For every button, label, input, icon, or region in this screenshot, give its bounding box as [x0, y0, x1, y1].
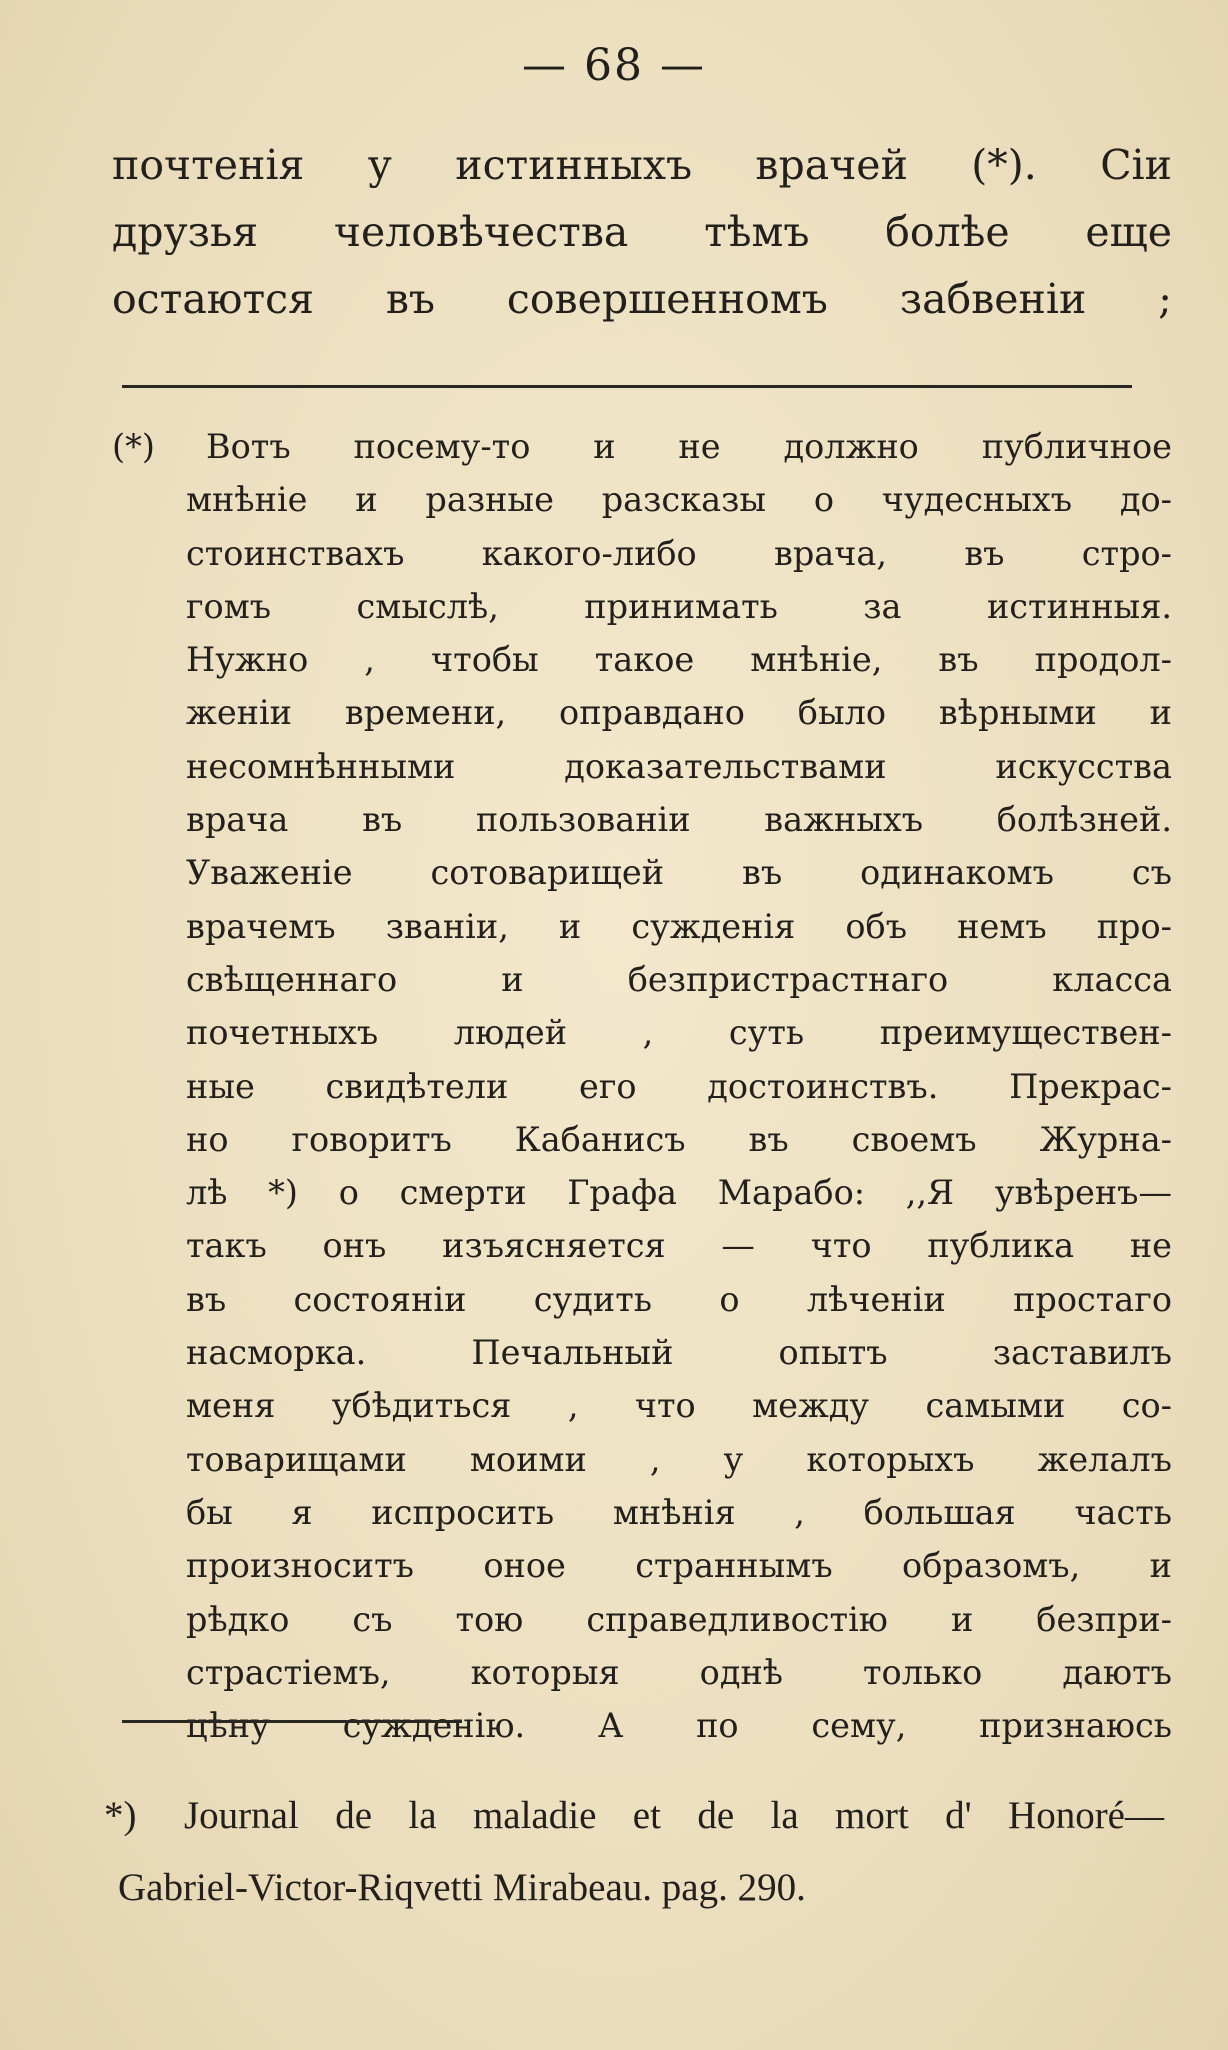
main-text-line: почтенія у истинныхъ врачей (*). Сіи — [112, 141, 1172, 189]
footnote — [112, 420, 1172, 1752]
footnote-marker: (*) — [112, 427, 155, 466]
main-text-line: друзья человѣчества тѣмъ болѣе еще — [112, 208, 1172, 256]
footnote-line: свѣщеннаго и безпристрастнаго класса — [186, 959, 1172, 999]
footnote-line: почетныхъ людей , суть преимуществен- — [186, 1013, 1172, 1053]
footnote-line: Вотъ посему-то и не должно публичное — [206, 427, 1172, 466]
footnote-line: цѣну сужденію. А по сему, признаюсь — [186, 1706, 1172, 1746]
footnote-line: мнѣніе и разные разсказы о чудесныхъ до- — [186, 480, 1172, 520]
footnote-line: бы я испросить мнѣнія , большая часть — [186, 1492, 1172, 1532]
footnote-line: насморка. Печальный опытъ заставилъ — [186, 1333, 1172, 1373]
footnote-line: товарищами моими , у которыхъ желалъ — [186, 1439, 1172, 1479]
footnote-line: страстіемъ, которыя однѣ только даютъ — [186, 1652, 1172, 1692]
footnote-line: рѣдко съ тою справедливостію и безпри- — [186, 1599, 1172, 1639]
footnote-line: произноситъ оное страннымъ образомъ, и — [186, 1546, 1172, 1586]
main-text — [112, 132, 1172, 333]
footnote-line: Уваженіе сотоварищей въ одинакомъ съ — [186, 853, 1172, 893]
footnote-line: гомъ смыслѣ, принимать за истинныя. — [186, 586, 1172, 626]
footnote-line: въ состояніи судить о лѣченіи простаго — [186, 1279, 1172, 1319]
footnote-line: лѣ *) о смерти Графа Марабо: ,,Я увѣренъ— — [186, 1173, 1172, 1213]
main-text-line: остаются въ совершенномъ забвеніи ; — [112, 275, 1172, 323]
footnote-line: стоинствахъ какого-либо врача, въ стро- — [186, 533, 1172, 573]
footnote-line: врача въ пользованіи важныхъ болѣзней. — [186, 800, 1172, 840]
footnote-line: врачемъ званіи, и сужденія объ немъ про- — [186, 906, 1172, 946]
reference-divider — [122, 1720, 462, 1723]
reference-marker: *) — [104, 1794, 137, 1837]
footnote-line: ные свидѣтели его достоинствъ. Прекрас- — [186, 1066, 1172, 1106]
footnote-line: меня убѣдиться , что между самыми со- — [186, 1386, 1172, 1426]
footnote-divider — [122, 385, 1132, 388]
reference-line: Gabriel-Victor-Riqvetti Mirabeau. pag. 290. — [118, 1866, 806, 1909]
footnote-line: несомнѣнными доказательствами искусства — [186, 746, 1172, 786]
footnote-line: женіи времени, оправдано было вѣрными и — [186, 693, 1172, 733]
page-number: — 68 — — [522, 40, 706, 91]
footnote-line: такъ онъ изъясняется — что публика не — [186, 1226, 1172, 1266]
footnote-line: Нужно , чтобы такое мнѣніе, въ продол- — [186, 640, 1172, 680]
reference-line: Journal de la maladie et de la mort d' Honoré— — [184, 1794, 1164, 1837]
footnote-line: но говоритъ Кабанисъ въ своемъ Журна- — [186, 1119, 1172, 1159]
reference-note — [104, 1780, 1164, 1924]
